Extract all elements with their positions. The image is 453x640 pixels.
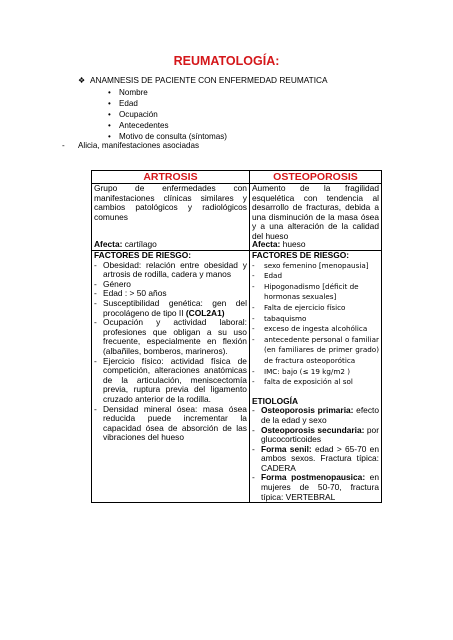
list-item: - antecedente personal o familiar (en familiares de primer grado) de fractura osteoporótica [252, 335, 379, 367]
osteoporosis-risk-header: FACTORES DE RIESGO: [251, 250, 350, 260]
list-item: • Motivo de consulta (síntomas) [108, 131, 227, 142]
list-item: - Ocupación y actividad laboral: profesiones que obligan a su uso frecuente, especialmente en flexión (albañiles, bomberos, marineros). [94, 318, 247, 356]
list-item: - Edad : > 50 años [94, 289, 247, 299]
list-item: - Forma postmenopausica: en mujeres de 50-70, fractura típica: VERTEBRAL [252, 473, 379, 502]
list-item: - Ejercicio físico: actividad física de competición, alteraciones anatómicas de la articulación, meniscectomía previa, ruptura previa del ligamento cruzado anterior de la rodilla. [94, 357, 247, 405]
list-item: - Hipogonadismo [déficit de hormonas sexuales] [252, 282, 379, 303]
list-item: • Antecedentes [108, 120, 227, 131]
dash-bullet: - [62, 141, 65, 150]
list-item: - IMC: bajo (≤ 19 kg/m2 ) [252, 367, 379, 378]
anamnesis-heading-text: ANAMNESIS DE PACIENTE CON ENFERMEDAD REUMATICA [90, 75, 328, 85]
osteoporosis-header: OSTEOPOROSIS [249, 171, 381, 184]
list-item: • Ocupación [108, 109, 227, 120]
anamnesis-heading [78, 75, 328, 85]
list-item: - tabaquismo [252, 314, 379, 325]
comparison-table [91, 170, 382, 503]
list-item: • Nombre [108, 87, 227, 98]
osteoporosis-risks-cell [249, 251, 381, 503]
artrosis-risk-header: FACTORES DE RIESGO: [94, 250, 192, 260]
alicia-note [62, 141, 199, 150]
list-item: - exceso de ingesta alcohólica [252, 324, 379, 335]
list-item: - Obesidad: relación entre obesidad y artrosis de rodilla, cadera y manos [94, 261, 247, 280]
list-item: - Falta de ejercicio físico [252, 303, 379, 314]
osteoporosis-definition: Aumento de la fragilidad esquelética con tendencia al desarrollo de fracturas, debida a una disminución de la masa ósea y a una alteración de la calidad del hueso [251, 183, 379, 241]
etiologia-header: ETIOLOGÍA [251, 395, 299, 406]
list-item: - sexo femenino [menopausia] [252, 261, 379, 272]
gene-name: (COL2A1) [185, 307, 225, 318]
list-item: - Susceptibilidad genética: gen del procolágeno de tipo II (COL2A1) [94, 299, 247, 318]
artrosis-definition: Grupo de enfermedades con manifestaciones clínicas similares y cambios patológicos y radiológicos comunes [94, 183, 247, 222]
page-title: REUMATOLOGÍA: [173, 54, 280, 68]
artrosis-afecta: Afecta: cartílago [94, 239, 157, 250]
table-row-risks [92, 251, 382, 503]
artrosis-header: ARTROSIS [92, 171, 250, 184]
table-row-definition [92, 184, 382, 251]
list-item: - Densidad mineral ósea: masa ósea reducida puede incrementar la capacidad ósea de absorción de las vibraciones del hueso [94, 405, 247, 459]
diamond-bullet-icon: ❖ [78, 76, 86, 85]
osteoporosis-definition-cell [249, 184, 381, 251]
list-item: - Edad [252, 271, 379, 282]
list-item: - Género [94, 280, 247, 290]
list-item: • Edad [108, 98, 227, 109]
osteoporosis-afecta: Afecta: hueso [251, 239, 306, 250]
list-item: - falta de exposición al sol [252, 377, 379, 388]
list-item: - Osteoporosis primaria: efecto de la edad y sexo [252, 406, 379, 425]
artrosis-definition-cell [92, 184, 250, 251]
list-item: - Forma senil: edad > 65-70 en ambos sexos. Fractura típica: CADERA [252, 445, 379, 474]
alicia-text: Alicia, manifestaciones asociadas [78, 141, 200, 150]
anamnesis-list [108, 87, 227, 142]
table-header-row [92, 171, 382, 184]
list-item: - Osteoporosis secundaria: por glucocorticoides [252, 426, 379, 445]
artrosis-risks-cell [92, 251, 250, 503]
